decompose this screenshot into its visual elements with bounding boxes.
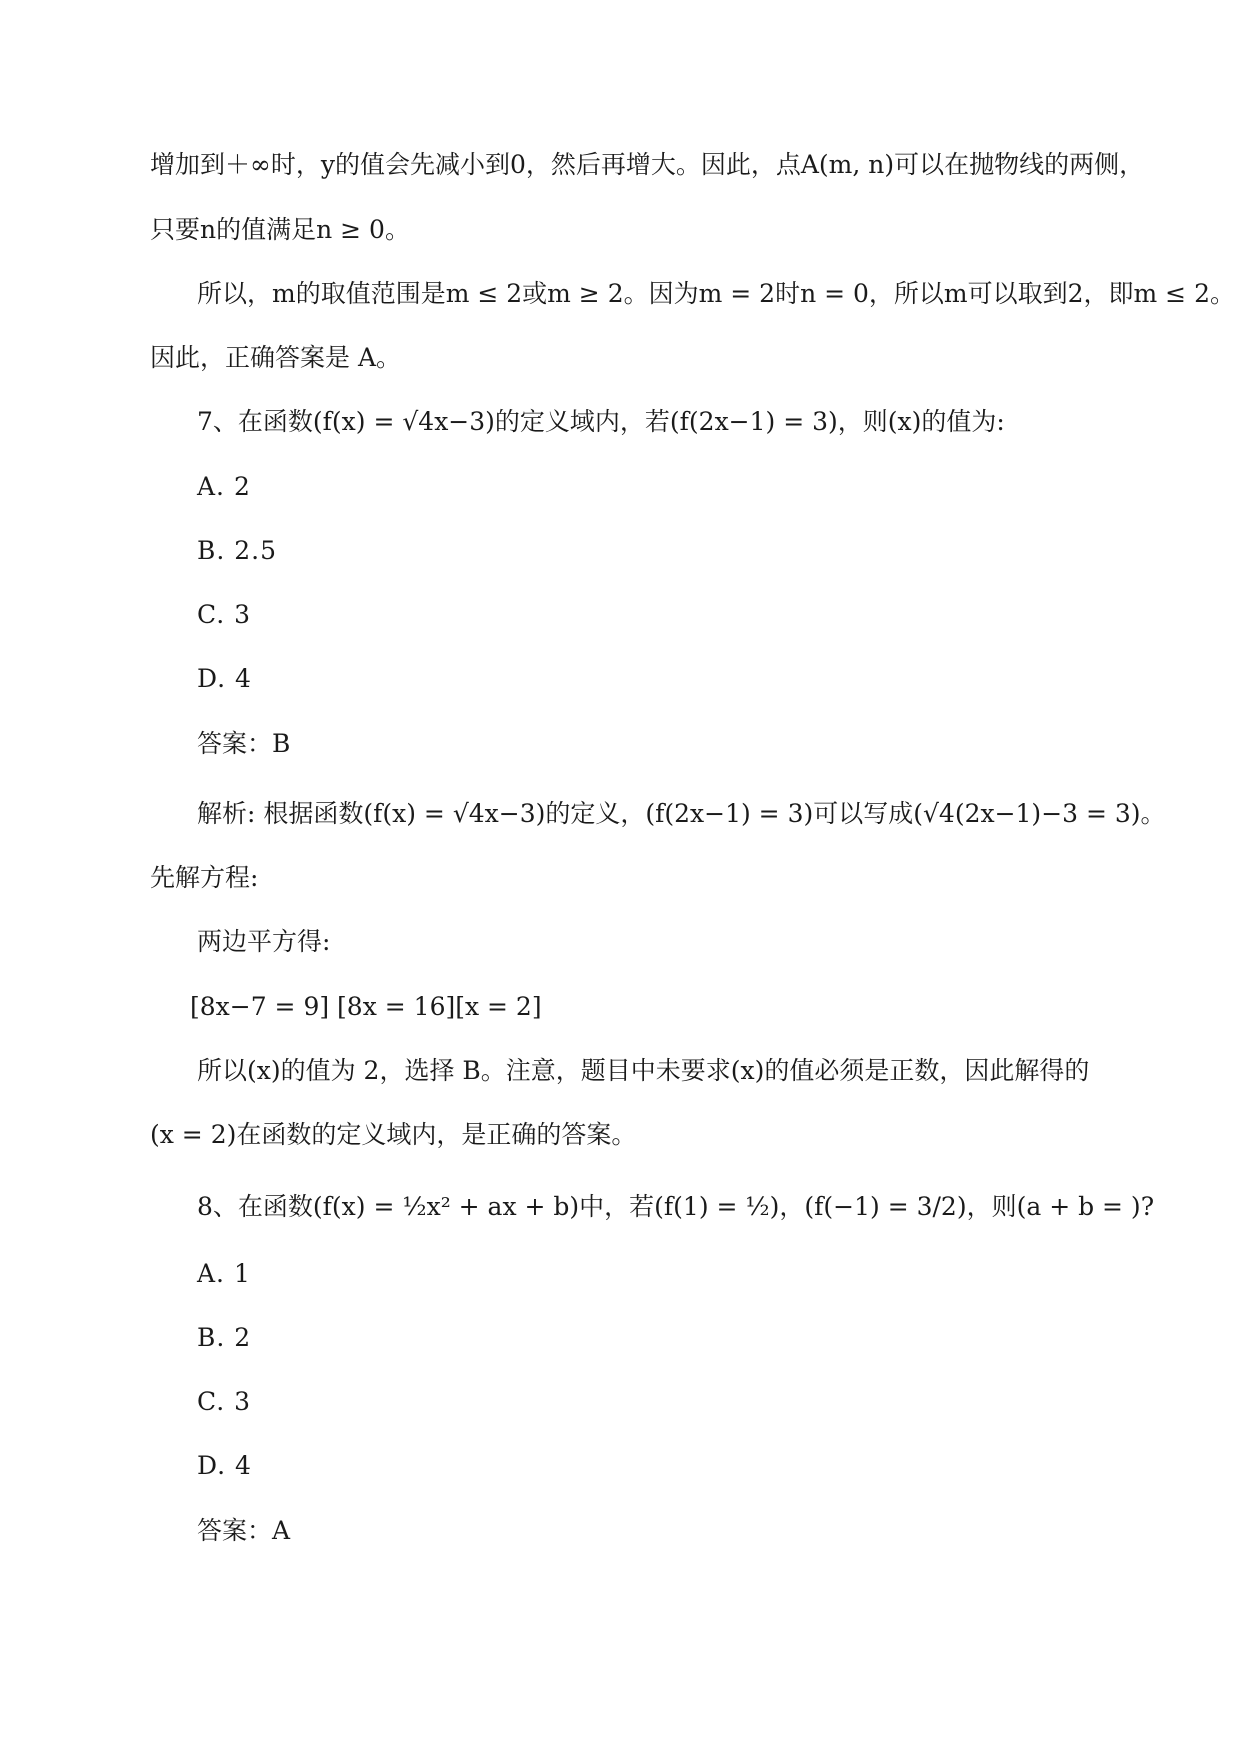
paragraph-line: (x = 2)在函数的定义域内，是正确的答案。 [150, 1120, 637, 1149]
question-7-option-d: D. 4 [197, 664, 252, 693]
question-7-answer: 答案：B [197, 729, 291, 758]
paragraph-line: 只要n的值满足n ≥ 0。 [150, 215, 410, 244]
question-7-option-a: A. 2 [197, 472, 251, 501]
paragraph-line: 因此，正确答案是 A。 [150, 343, 402, 372]
question-8-option-a: A. 1 [197, 1259, 251, 1288]
question-8-option-c: C. 3 [197, 1387, 252, 1416]
paragraph-line: 增加到＋∞时，y的值会先减小到0，然后再增大。因此，点A(m, n)可以在抛物线的两侧， [150, 150, 1145, 179]
question-8-answer: 答案：A [197, 1516, 291, 1545]
paragraph-line: 所以(x)的值为 2，选择 B。注意，题目中未要求(x)的值必须是正数，因此解得的 [197, 1056, 1090, 1085]
question-7-stem: 7、在函数(f(x) = √4x−3)的定义域内，若(f(2x−1) = 3)，则(x)的值为: [197, 407, 1005, 436]
question-7-option-b: B. 2.5 [197, 536, 278, 565]
question-8-option-d: D. 4 [197, 1451, 252, 1480]
question-8-option-b: B. 2 [197, 1323, 252, 1352]
question-8-stem: 8、在函数(f(x) = ½x² + ax + b)中，若(f(1) = ½)，(f(−1) = 3/2)，则(a + b = )? [197, 1192, 1155, 1221]
equation-line: [8x−7 = 9] [8x = 16][x = 2] [190, 992, 542, 1021]
paragraph-line: 两边平方得: [197, 927, 331, 956]
paragraph-line: 所以，m的取值范围是m ≤ 2或m ≥ 2。因为m = 2时n = 0，所以m可以取到2，即m ≤ 2。 [197, 279, 1235, 308]
paragraph-line: 先解方程: [150, 863, 259, 892]
question-7-explanation: 解析: 根据函数(f(x) = √4x−3)的定义，(f(2x−1) = 3)可以写成(√4(2x−1)−3 = 3)。 [197, 799, 1166, 828]
question-7-option-c: C. 3 [197, 600, 252, 629]
